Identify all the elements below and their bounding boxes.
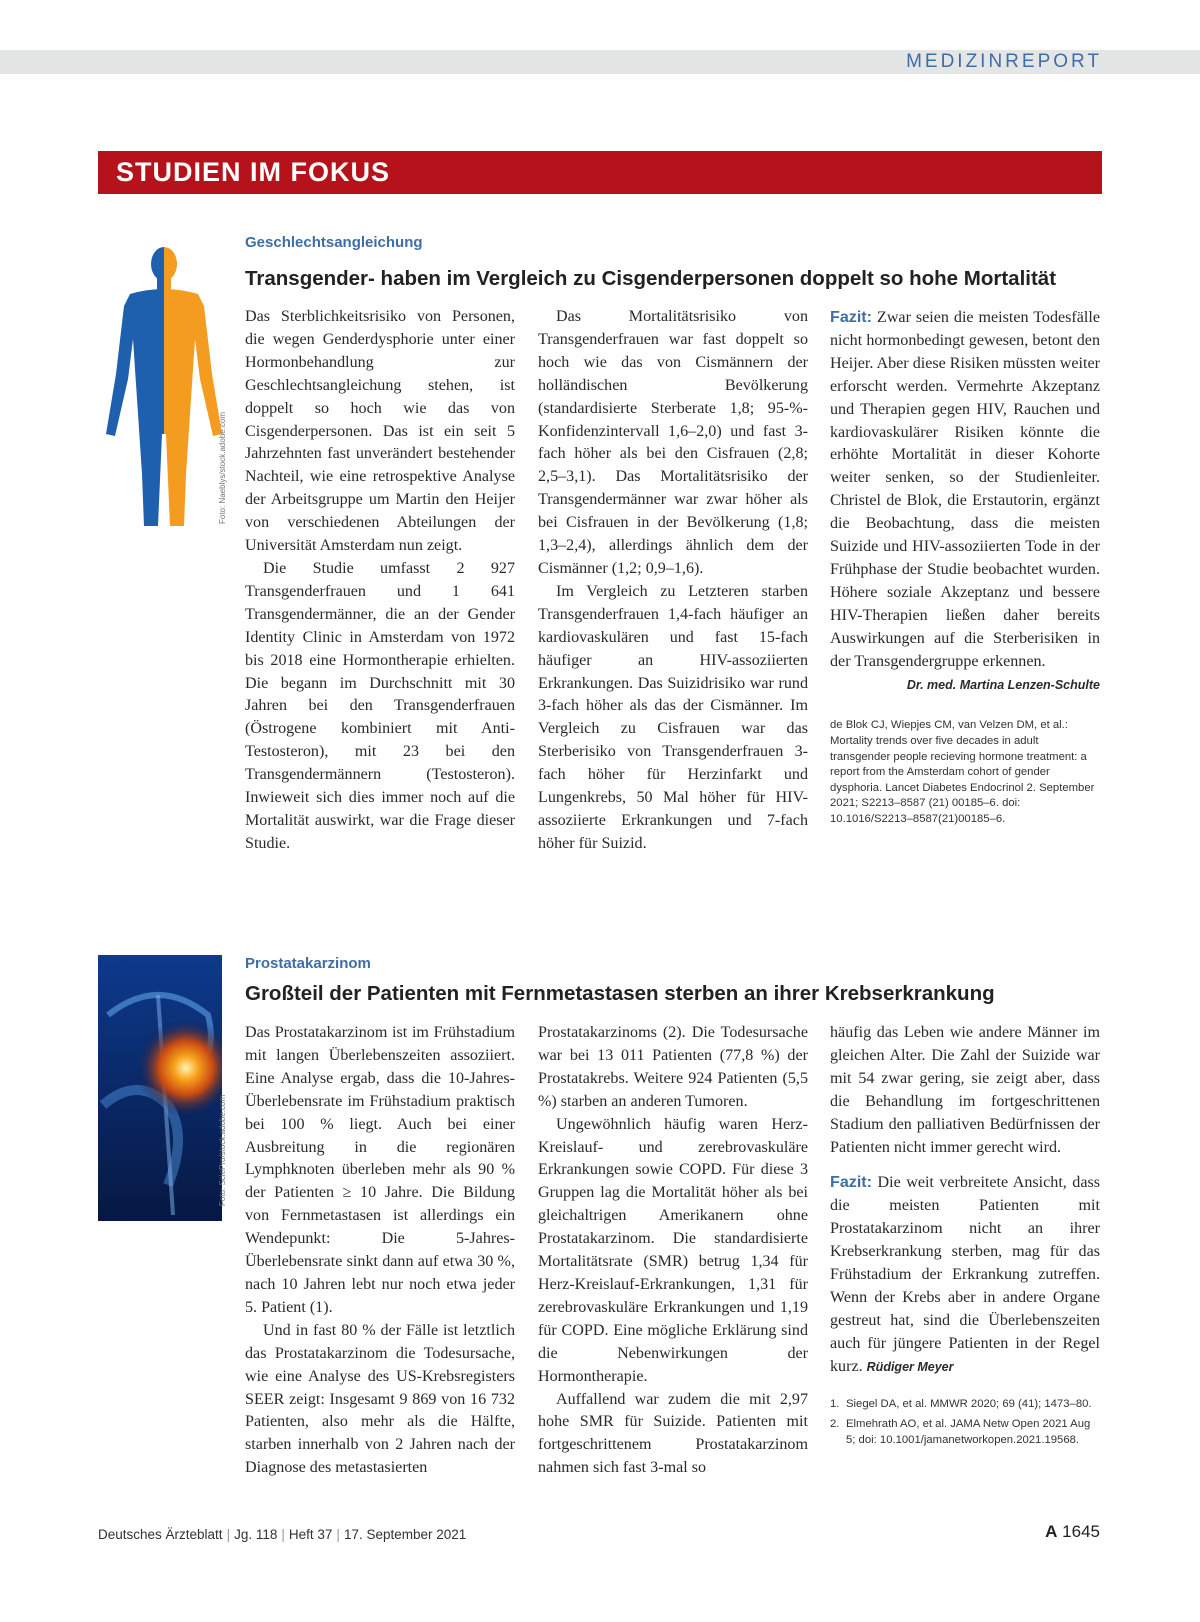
reference-item [830, 1417, 1100, 1448]
reference-citation: de Blok CJ, Wiepjes CM, van Velzen DM, et al.: Mortality trends over five decades in adult transgender people recieving hormone treatment: a report from the Amsterdam cohort of gender dysphoria. Lancet Diabetes Endocrinol 2. September 2021; S2213–8587 (21) 00185–6. doi: 10.1016/S2213–8587(21)00185–6. [830, 719, 1095, 825]
paragraph: häufig das Leben wie andere Männer im gleichen Alter. Die Zahl der Suizide war mit 54 zwar gering, sie zeigt aber, dass die Behandlung im fortgeschrittenen Stadium den palliativen Bedürfnissen der Patienten nicht immer gerecht wird. [830, 1024, 1100, 1156]
paragraph: Und in fast 80 % der Fälle ist letztlich das Prostatakarzinom die Todesursache, wie eine Analyse des US-Krebsregisters SEER zeigt: Insgesamt 9 869 von 16 732 Patienten, also mehr als die Hälfte, starben innerhalb von 2 Jahren nach der Diagnose des metastasierten [245, 1321, 515, 1477]
section-banner [98, 151, 1102, 194]
paragraph: Das Prostatakarzinom ist im Frühstadium mit langen Überlebenszeiten assoziiert. Eine Analyse ergab, dass die 10-Jahres-Überlebensrate im Frühstadium praktisch bei 100 % liegt. Auch bei einer Ausbreitung in die regionären Lymphknoten überleben mehr als 90 % der Patienten ≥ 10 Jahre. Die Bildung von Fernmetastasen ist allerdings ein Wendepunkt: Die 5-Jahres-Überlebensrate sinkt dann auf etwa 30 %, nach 10 Jahren lebt nur noch etwa jeder 5. Patient (1). [245, 1024, 515, 1316]
article-headline: Transgender- haben im Vergleich zu Cisgenderpersonen doppelt so hohe Mortalität [245, 267, 1057, 290]
page-number [1045, 1522, 1100, 1542]
article-column-1 [245, 306, 515, 856]
paragraph: Auffallend war zudem die mit 2,97 hohe SMR für Suizide. Patienten mit fortgeschrittenem Prostatakarzinom nahmen sich fast 3-mal so [538, 1390, 808, 1477]
author-name: Rüdiger Meyer [866, 1359, 954, 1374]
paragraph: Prostatakarzinoms (2). Die Todesursache war bei 13 011 Patienten (77,8 %) der Prostatakrebs. Weitere 924 Patienten (5,5 %) starben an anderen Tumoren. [538, 1024, 808, 1110]
issue-date: 17. September 2021 [343, 1527, 467, 1542]
photo-credit: Foto: SciePro/stock.adobe.com [218, 1094, 227, 1206]
photo-credit: Foto: Naeblys/stock.adobe.com [218, 411, 227, 524]
reference-text: Siegel DA, et al. MMWR 2020; 69 (41); 1473–80. [846, 1397, 1092, 1410]
human-body-illustration [100, 244, 228, 534]
reference-text: Elmehrath AO, et al. JAMA Netw Open 2021 Aug 5; doi: 10.1001/jamanetworkopen.2021.19568. [846, 1418, 1091, 1446]
paragraph: Im Vergleich zu Letzteren starben Transgenderfrauen 1,4-fach häufiger an kardiovaskulären und fast 15-fach häufiger an HIV-assoziierten Erkrankungen. Das Suizidrisiko war rund 3-fach höher als das der Cismänner. Im Vergleich zu Cisfrauen war das Sterberisiko von Transgenderfrauen 3-fach höher für Herzinfarkt und Lungenkrebs, 50 Mal höher für HIV-assoziierte Erkrankungen und 7-fach höher für Suizid. [538, 582, 808, 852]
article-column-3 [830, 1022, 1100, 1453]
reference-number: 1. [830, 1397, 840, 1410]
fazit-label: Fazit: [830, 1173, 873, 1192]
paragraph: Das Sterblichkeitsrisiko von Personen, die wegen Genderdysphorie unter einer Hormonbehandlung zur Geschlechtsangleichung stehen, ist doppelt so hoch wie das von Cisgenderpersonen. Das ist ein seit 5 Jahrzehnten fast unverändert bestehender Nachteil, wie eine retrospektive Analyse der Arbeitsgruppe um Martin den Heijer von verschiedenen Abteilungen der Universität Amsterdam nun zeigt. [245, 308, 515, 555]
paragraph: Zwar seien die meisten Todesfälle nicht hormonbedingt gewesen, betont den Heijer. Aber diese Risiken müssten weiter erforscht werden. Vermehrte Akzeptanz und Therapien gegen HIV, Rauchen und kardiovaskulärer Risiken könnte die erhöhte Mortalität in dieser Kohorte weiter senken, so der Studienleiter. Christel de Blok, die Erstautorin, ergänzt die Beobachtung, dass die meisten Suizide und HIV-assoziierten Tode in der Frühphase der Studie beobachtet wurden. Höhere soziale Akzeptanz und bessere HIV-Therapien ließen daher bereits Auswirkungen auf die Sterberisiken in der Transgendergruppe erkennen. [830, 309, 1100, 670]
reference-number: 2. [830, 1418, 840, 1431]
prostate-illustration [98, 955, 222, 1221]
journal-name: Deutsches Ärzteblatt [98, 1527, 223, 1542]
paragraph: Die weit verbreitete Ansicht, dass die meisten Patienten mit Prostatakarzinom nicht an ihrer Krebserkrankung sterben, mag für das Frühstadium der Erkrankung zutreffen. Wenn der Krebs aber in andere Organe gestreut hat, sind die Überlebenszeiten auch für jüngere Patienten in der Regel kurz. [830, 1174, 1100, 1375]
author-name: Dr. med. Martina Lenzen-Schulte [906, 677, 1100, 692]
page-footer: Deutsches Ärzteblatt | Jg. 118 | Heft 37 | 17. September 2021 [98, 1527, 467, 1542]
article-rubric: Prostatakarzinom [245, 955, 371, 972]
volume: Jg. 118 [234, 1527, 278, 1542]
reference-list [830, 1397, 1100, 1449]
article-column-2 [538, 1022, 808, 1480]
fazit-label: Fazit: [830, 308, 873, 326]
banner-title: STUDIEN IM FOKUS [116, 157, 391, 187]
issue: Heft 37 [288, 1527, 333, 1542]
page-number-value: 1645 [1062, 1522, 1100, 1541]
article-headline: Großteil der Patienten mit Fernmetastasen sterben an ihrer Krebserkrankung [245, 982, 995, 1005]
paragraph: Das Mortalitätsrisiko von Transgenderfrauen war fast doppelt so hoch wie das von Cismännern der holländischen Bevölkerung (standardisierte Sterberate 1,8; 95-%-Konfidenzintervall 1,6–2,0) und fast 3-fach höher als bei den Cisfrauen (2,8; 2,5–3,1). Das Mortalitätsrisiko der Transgendermänner war zwar höher als bei Cisfrauen in der Bevölkerung (1,8; 1,3–2,4), allerdings ähnlich dem der Cismänner (1,2; 0,9–1,6). [538, 308, 808, 577]
page-prefix: A [1045, 1522, 1058, 1541]
article-column-2 [538, 306, 808, 856]
paragraph: Ungewöhnlich häufig waren Herz-Kreislauf- und zerebrovaskuläre Erkrankungen sowie COPD. Für diese 3 Gruppen lag die Mortalität höher als bei gleichaltrigen Amerikanern ohne Prostatakarzinom. Die standardisierte Mortalitätsrate (SMR) betrug 1,34 für Herz-Kreislauf-Erkrankungen, 1,31 für zerebrovaskuläre Erkrankungen und 1,19 für COPD. Eine mögliche Erklärung sind die Nebenwirkungen der Hormontherapie. [538, 1115, 808, 1385]
article-rubric: Geschlechtsangleichung [245, 234, 423, 251]
reference-item [830, 1397, 1100, 1413]
article-column-1 [245, 1022, 515, 1480]
section-label: MEDIZINREPORT [906, 51, 1102, 72]
article-column-3 [830, 306, 1100, 828]
paragraph: Die Studie umfasst 2 927 Transgenderfrauen und 1 641 Transgendermänner, die an der Gender Identity Clinic in Amsterdam von 1972 bis 2018 eine Hormontherapie erhielten. Die begann im Durchschnitt mit 30 Jahren bei den Transgenderfrauen (Östrogene kombiniert mit Anti-Testosteron), mit 23 bei den Transgendermännern (Testosteron). Inwieweit sich dies immer noch auf die Mortalität auswirkt, war die Frage dieser Studie. [245, 559, 515, 852]
